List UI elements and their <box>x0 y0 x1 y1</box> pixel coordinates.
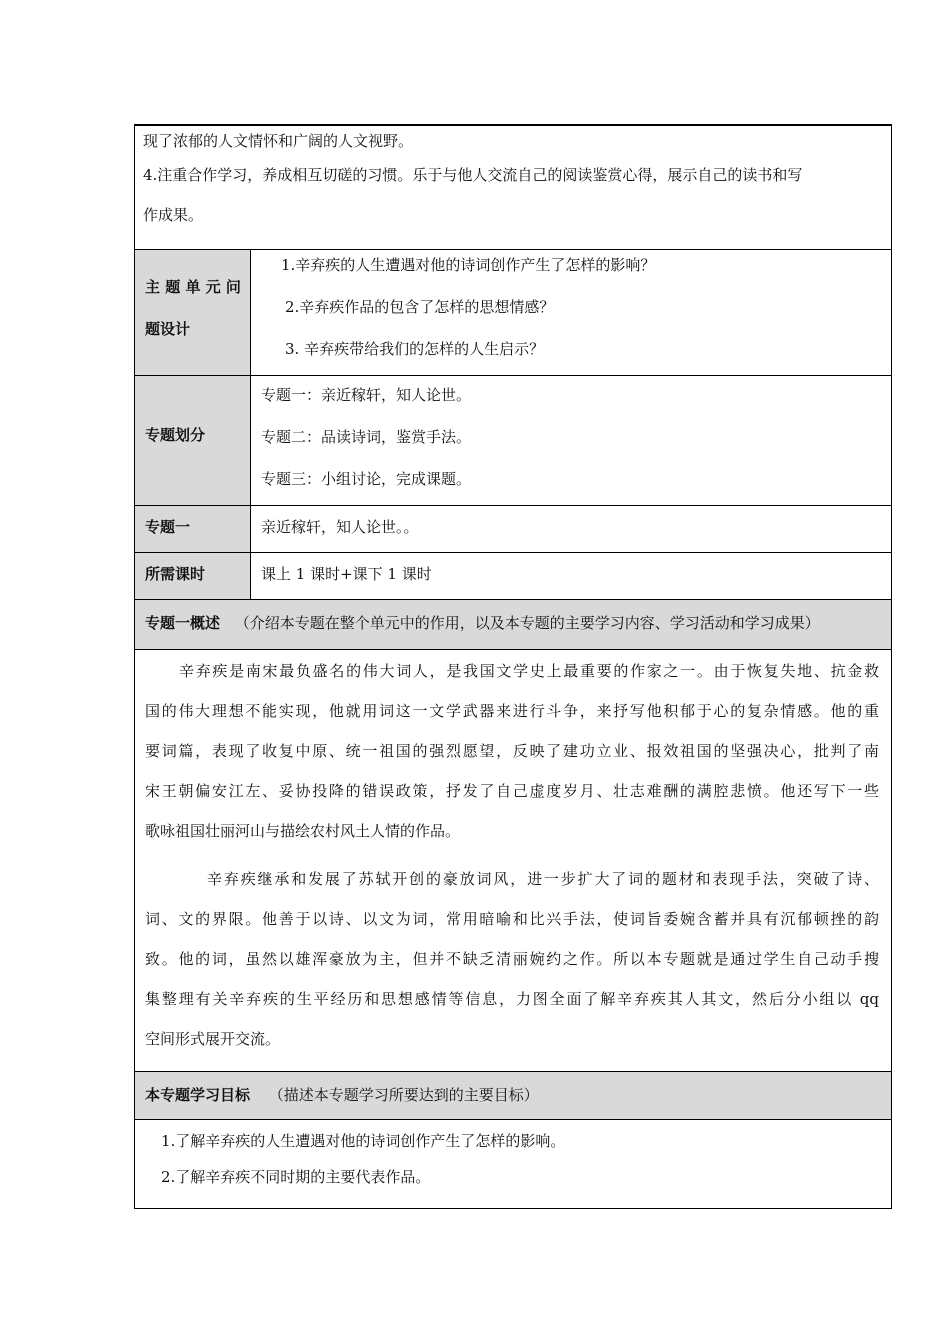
table-top-border <box>134 124 891 126</box>
overview-title: 专题一概述 <box>145 614 221 632</box>
topics-content <box>251 376 891 505</box>
goals-note: （描述本专题学习所要达到的主要目标） <box>268 1086 539 1104</box>
intro-row <box>135 124 891 250</box>
hours-row <box>135 553 891 600</box>
goals-body-row <box>135 1120 891 1209</box>
intro-line: 作成果。 <box>143 206 204 224</box>
overview-para2-line: 集整理有关辛弃疾的生平经历和思想感情等信息，力图全面了解辛弃疾其人其文，然后分小组以 qq <box>145 990 879 1008</box>
overview-para1-line: 宋王朝偏安江左、妥协投降的错误政策，抒发了自己虚度岁月、壮志难酬的满腔悲愤。他还写下一些 <box>145 782 879 800</box>
overview-para1-line: 国的伟大理想不能实现，他就用词这一文学武器来进行斗争，来抒写他积郁于心的复杂情感。他的重 <box>145 702 879 720</box>
topic-item: 专题二：品读诗词，鉴赏手法。 <box>261 428 472 446</box>
overview-para2-line: 致。他的词，虽然以雄浑豪放为主，但并不缺乏清丽婉约之作。所以本专题就是通过学生自己动手搜 <box>145 950 879 968</box>
hours-content <box>251 553 891 599</box>
topic-one-row <box>135 506 891 553</box>
overview-para2-line: 词、文的界限。他善于以诗、以文为词，常用暗喻和比兴手法，使词旨委婉含蓄并具有沉郁顿挫的韵 <box>145 910 879 928</box>
overview-para1-line: 要词篇，表现了收复中原、统一祖国的强烈愿望，反映了建功立业、报效祖国的坚强决心，批判了南 <box>145 742 879 760</box>
question-item: 2.辛弃疾作品的包含了怎样的思想情感？ <box>285 298 555 316</box>
label-line: 主 题 单 元 问 <box>145 278 241 296</box>
question-item: 1.辛弃疾的人生遭遇对他的诗词创作产生了怎样的影响？ <box>281 256 656 274</box>
topic-one-value: 亲近稼轩，知人论世。。 <box>261 518 419 536</box>
question-item: 3. 辛弃疾带给我们的怎样的人生启示？ <box>285 340 545 358</box>
topic-item: 专题一：亲近稼轩，知人论世。 <box>261 386 472 404</box>
theme-questions-content <box>251 250 891 375</box>
overview-para2-line: 辛弃疾继承和发展了苏轼开创的豪放词风，进一步扩大了词的题材和表现手法，突破了诗、 <box>207 870 879 888</box>
goals-header-row <box>135 1072 891 1120</box>
goals-title: 本专题学习目标 <box>145 1086 251 1104</box>
label-text: 专题划分 <box>145 426 206 444</box>
topic-item: 专题三：小组讨论，完成课题。 <box>261 470 472 488</box>
overview-para2-line: 空间形式展开交流。 <box>145 1030 281 1048</box>
overview-body-row <box>135 650 891 1072</box>
overview-note: （介绍本专题在整个单元中的作用，以及本专题的主要学习内容、学习活动和学习成果） <box>234 614 820 632</box>
topic-one-content <box>251 506 891 552</box>
intro-line: 4.注重合作学习，养成相互切磋的习惯。乐于与他人交流自己的阅读鉴赏心得，展示自己的读书和写 <box>143 166 803 184</box>
topics-row <box>135 376 891 506</box>
hours-value: 课上 1 课时+课下 1 课时 <box>261 565 432 583</box>
goals-header <box>145 1084 539 1105</box>
overview-header <box>145 612 820 633</box>
lesson-plan-table <box>134 124 892 1209</box>
hours-label <box>135 553 251 599</box>
overview-para1-line: 辛弃疾是南宋最负盛名的伟大词人，是我国文学史上最重要的作家之一。由于恢复失地、抗金救 <box>179 662 879 680</box>
overview-header-row <box>135 600 891 650</box>
label-line: 题设计 <box>145 320 191 338</box>
theme-questions-label <box>135 250 251 375</box>
topic-one-label <box>135 506 251 552</box>
goal-item: 1.了解辛弃疾的人生遭遇对他的诗词创作产生了怎样的影响。 <box>161 1132 566 1150</box>
goal-item: 2.了解辛弃疾不同时期的主要代表作品。 <box>161 1168 431 1186</box>
intro-line: 现了浓郁的人文情怀和广阔的人文视野。 <box>143 132 414 150</box>
theme-questions-row <box>135 250 891 376</box>
overview-para1-line: 歌咏祖国壮丽河山与描绘农村风土人情的作品。 <box>145 822 461 840</box>
topics-label <box>135 376 251 505</box>
label-text: 所需课时 <box>145 565 206 583</box>
label-text: 专题一 <box>145 518 191 536</box>
